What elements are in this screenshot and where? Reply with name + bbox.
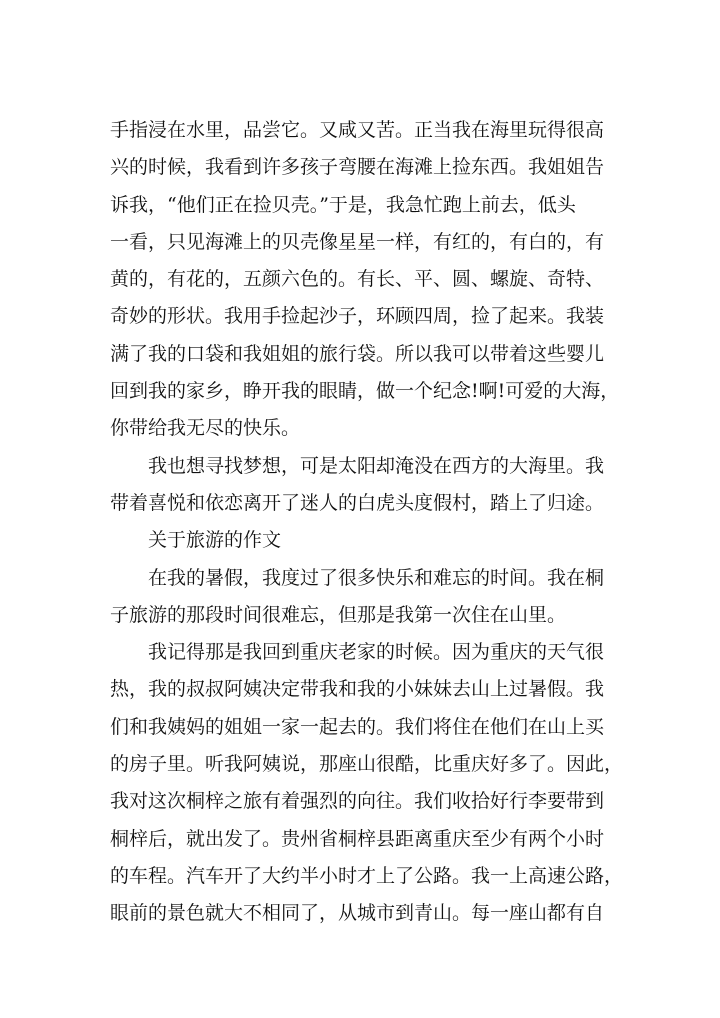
- paragraph-start-line: 在我的暑假，我度过了很多快乐和难忘的时间。我在桐: [148, 566, 605, 589]
- paragraph-start-line: 我记得那是我回到重庆老家的时候。因为重庆的天气很: [148, 641, 605, 664]
- text-line: 回到我的家乡，睁开我的眼睛，做一个纪念!啊!可爱的大海，: [110, 380, 620, 403]
- text-line: 手指浸在水里，品尝它。又咸又苦。正当我在海里玩得很高: [110, 119, 605, 141]
- text-line: 的车程。汽车开了大约半小时才上了公路。我一上高速公路，: [110, 864, 624, 887]
- text-line: 满了我的口袋和我姐姐的旅行袋。所以我可以带着这些婴儿: [110, 342, 605, 365]
- text-line: 们和我姨妈的姐姐一家一起去的。我们将住在他们在山上买: [110, 715, 605, 738]
- text-line: 桐梓后，就出发了。贵州省桐梓县距离重庆至少有两个小时: [110, 827, 605, 850]
- text-line: 的房子里。听我阿姨说，那座山很酷，比重庆好多了。因此，: [110, 753, 624, 776]
- text-line: 一看，只见海滩上的贝壳像星星一样，有红的，有白的，有: [110, 230, 605, 253]
- paragraph-start-line: 我也想寻找梦想，可是太阳却淹没在西方的大海里。我: [148, 454, 605, 477]
- text-line: 我对这次桐梓之旅有着强烈的向往。我们收拾好行李要带到: [110, 790, 605, 813]
- text-line: 带着喜悦和依恋离开了迷人的白虎头度假村，踏上了归途。: [110, 491, 605, 514]
- text-line: 奇妙的形状。我用手捡起沙子，环顾四周，捡了起来。我装: [110, 305, 605, 328]
- text-line: 诉我，“他们正在捡贝壳。”于是，我急忙跑上前去，低头: [110, 193, 576, 216]
- text-line: 黄的，有花的，五颜六色的。有长、平、圆、螺旋、奇特、: [110, 268, 605, 291]
- text-line: 兴的时候，我看到许多孩子弯腰在海滩上捡东西。我姐姐告: [110, 156, 605, 179]
- text-line: 你带给我无尽的快乐。: [110, 417, 301, 440]
- document-body: [110, 112, 624, 933]
- text-line: 眼前的景色就大不相同了，从城市到青山。每一座山都有自: [110, 902, 605, 925]
- section-title: 关于旅游的作文: [148, 529, 282, 552]
- text-line: 子旅游的那段时间很难忘，但那是我第一次住在山里。: [110, 603, 567, 626]
- text-line: 热，我的叔叔阿姨决定带我和我的小妹妹去山上过暑假。我: [110, 678, 605, 701]
